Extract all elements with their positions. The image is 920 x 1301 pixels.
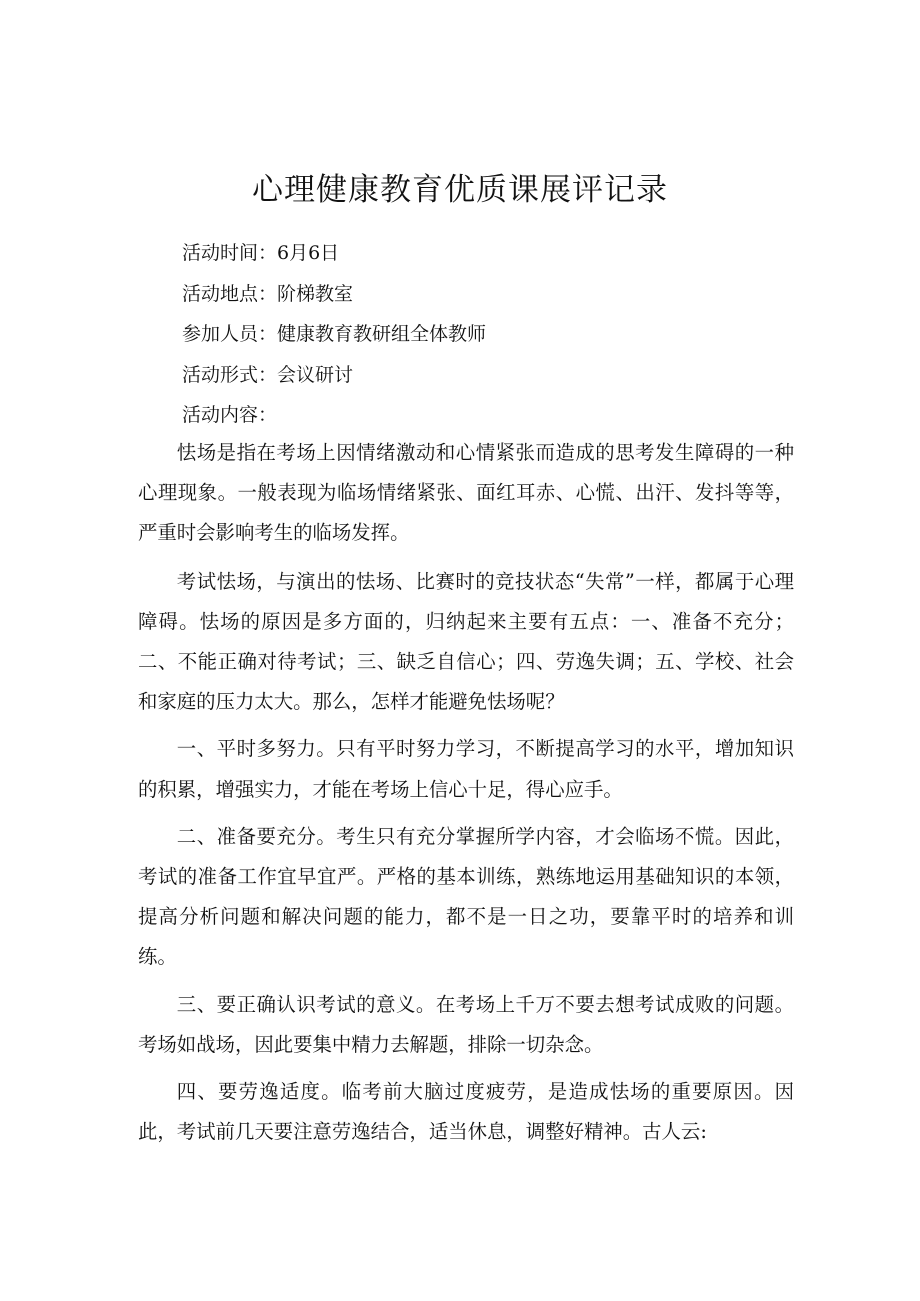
activity-location: 活动地点：阶梯教室 [182,282,354,305]
activity-time: 活动时间：6月6日 [182,242,340,264]
activity-format: 活动形式：会议研讨 [182,363,354,386]
paragraph-stage-fright-definition: 怯场是指在考场上因情绪激动和心情紧张而造成的思考发生障碍的一种心理现象。一般表现为临场情绪紧张、面红耳赤、心慌、出汗、发抖等等，严重时会影响考生的临场发挥。 [138,441,794,545]
paragraph-point-one: 一、平时多努力。只有平时努力学习，不断提高学习的水平，增加知识的积累，增强实力，才能在考场上信心十足，得心应手。 [138,737,794,801]
paragraph-stage-fright-causes: 考试怯场，与演出的怯场、比赛时的竞技状态“失常”一样，都属于心理障碍。怯场的原因是多方面的，归纳起来主要有五点：一、准备不充分；二、不能正确对待考试；三、缺乏自信心；四、劳逸失调；五、学校、社会和家庭的压力太大。那么，怎样才能避免怯场呢？ [138,569,794,714]
activity-participants: 参加人员：健康教育教研组全体教师 [182,323,487,345]
paragraph-point-four: 四、要劳逸适度。临考前大脑过度疲劳，是造成怯场的重要原因。因此，考试前几天要注意劳逸结合，适当休息，调整好精神。古人云: [138,1080,794,1144]
document-body [138,433,794,1152]
paragraph-point-two: 二、准备要充分。考生只有充分掌握所学内容，才会临场不慌。因此，考试的准备工作宜早宜严。严格的基本训练，熟练地运用基础知识的本领，提高分析问题和解决问题的能力，都不是一日之功，要靠平时的培养和训练。 [138,824,794,969]
paragraph-point-three: 三、要正确认识考试的意义。在考场上千万不要去想考试成败的问题。考场如战场，因此要集中精力去解题，排除一切杂念。 [138,992,794,1056]
activity-info [182,233,486,436]
activity-content-label: 活动内容： [182,404,278,426]
document-title: 心理健康教育优质课展评记录 [252,172,668,208]
